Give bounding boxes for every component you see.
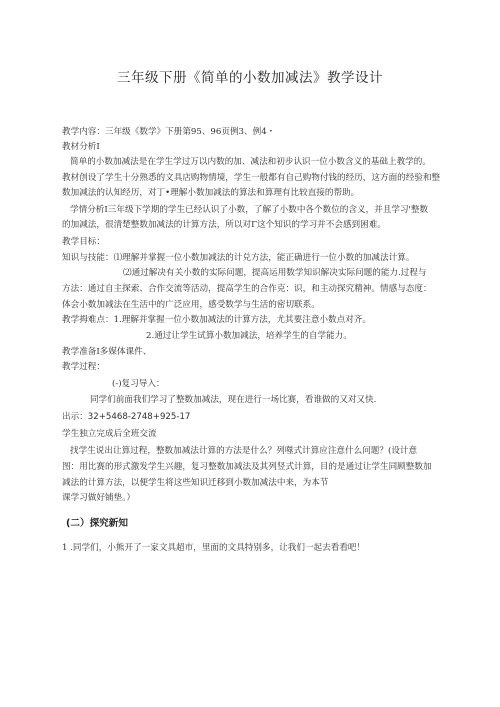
paragraph-line: 的加减法，很清楚整数加减法的计算方法，所以对Γ这个知识的学习并不会感到困难。 bbox=[62, 220, 386, 230]
key-points-line: 2.通过让学生试算小数加减法，培养学生的自学能力。 bbox=[146, 331, 352, 341]
explore-heading: (二）探究新知 bbox=[66, 518, 128, 529]
paragraph-line: 找学生说出让算过程，整数加减法计算的方法是什么？列噬式计算应注意什么问题？(设计意 bbox=[70, 446, 418, 456]
review-heading: (-)复习导入： bbox=[112, 379, 165, 389]
teaching-content-line: 教学内容：三年级《数学》下册第95、96页例3、例4・ bbox=[62, 127, 276, 137]
paragraph-line: 教材创设了学生十分熟悉的文具店购物情境，学生一般都有自己购物付钱的经历，这方面的经验和整 bbox=[62, 173, 441, 183]
document-title: 三年级下册《简单的小数加减法》教学设计 bbox=[117, 70, 383, 86]
key-points-line: 教学拇难点：1.理解并掌握一位小数加减法的计算方法，尤其要注意小数点对齐。 bbox=[62, 315, 371, 325]
paragraph-line: 学情分析I三年级下学期的学生已经认识了小数，了解了小数中各个数位的含义，并且学习'整数 bbox=[70, 205, 429, 215]
paragraph-line: 体会小数加减法在生活中的广泛应用，感受数学与生活的密切联系。 bbox=[62, 300, 320, 310]
process-heading: 教学过程： bbox=[62, 362, 105, 372]
paragraph-line: ⑵通过解决有关小数的实际问题，提高运用数学知识解决实际问题的能力.过程与 bbox=[123, 268, 427, 278]
material-analysis-heading: 教材分析I bbox=[62, 142, 100, 152]
expression-line: 出示：32+5468-2748+925-17 bbox=[62, 412, 191, 422]
paragraph-line: 数加减法的认知经历，对丁•理解小数加减法的算法和算理有比较直接的帮助。 bbox=[62, 188, 360, 198]
paragraph-line: 课学习做好铺垫。） bbox=[62, 493, 136, 503]
paragraph-line: 同学们前面我们学习了整数加减法，现在进行一场比赛，看谁做的又对又快. bbox=[90, 395, 377, 405]
paragraph-line: 方法：通过自主探索、合作交流等活动，提高学生的合作克：识，和主动探究精神。情感与态度： bbox=[62, 284, 432, 294]
preparation-line: 教学准备I多媒体课件、 bbox=[62, 347, 152, 357]
paragraph-line: 知识与技能：⑴理解并掌握一位小数加减法的计兑方法，能正确进行一位小数的加减法计算。 bbox=[62, 253, 415, 263]
paragraph-line: 学生独立完成后全班交流 bbox=[62, 429, 157, 439]
teaching-goals-heading: 教学目标： bbox=[62, 237, 105, 247]
paragraph-line: 减法的计算方法，以便学生将这些知识迁移到小数加减法中来，为本节 bbox=[62, 478, 329, 488]
paragraph-line: 1 .同学们，小熊开了一家文具超市，里面的文具特别多，让我们一起去看看吧！ bbox=[62, 543, 366, 553]
paragraph-line: 图：用比赛的形式激发学生兴趣，复习整数加减法及其列竖式计算，目的是通过让学生同顾整数加 bbox=[62, 462, 432, 472]
paragraph-line: 简单的小数加减法是在学生学过万以内数的加、减法和初步认识一位小数含义的基础上教学的。 bbox=[70, 157, 431, 167]
